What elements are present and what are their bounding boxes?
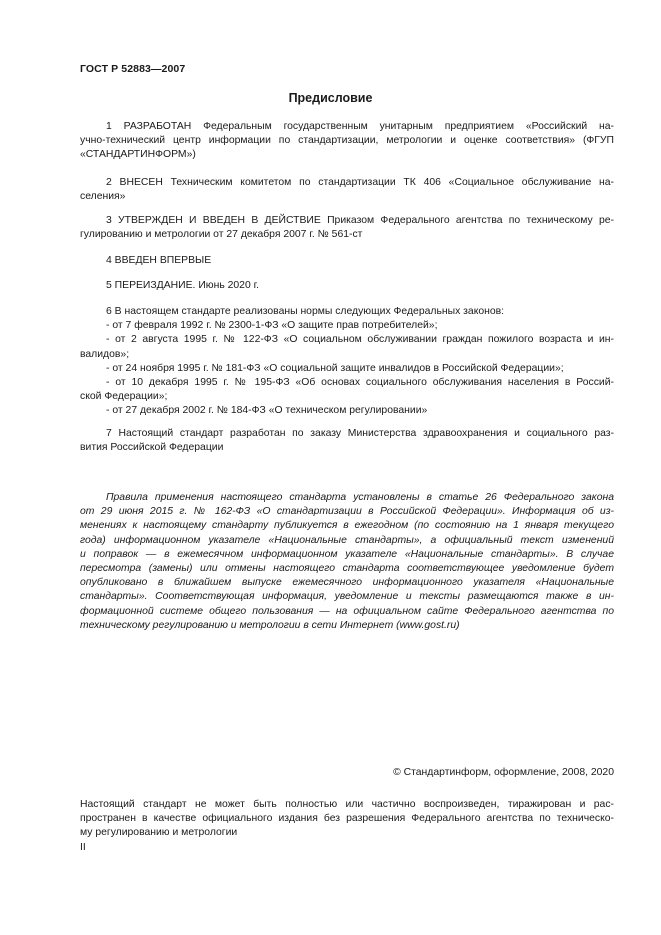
document-code: ГОСТ Р 52883—2007 xyxy=(80,63,186,75)
notice-line: техническому регулированию и метрологии в сети Интернет (www.gost.ru) xyxy=(80,619,460,631)
preface-item-6 xyxy=(80,305,614,419)
footer-line: му регулированию и метрологии xyxy=(80,827,238,839)
preface-item-4 xyxy=(80,254,614,268)
preface-item-line: гулированию и метрологии от 27 декабря 2007 г. № 561-ст xyxy=(80,229,363,241)
notice-line: года) информационном указателе «Национальные стандарты», а официальный текст изменений xyxy=(80,534,614,546)
law-list-item: - от 2 августа 1995 г. № 122-ФЗ «О социальном обслуживании граждан пожилого возраста и ин- xyxy=(106,334,614,346)
preface-item-line: 6 В настоящем стандарте реализованы нормы следующих Федеральных законов: xyxy=(106,306,505,317)
preface-item-5 xyxy=(80,279,614,293)
notice-line: формационной системе общего пользования — на официальном сайте Федерального агентства по xyxy=(80,605,614,617)
preface-item-2 xyxy=(80,176,614,204)
page-number: II xyxy=(80,842,86,853)
notice-line: пересмотра (замены) или отмены настоящего стандарта соответствующее уведомление будет xyxy=(80,563,614,575)
preface-item-line: 7 Настоящий стандарт разработан по заказу Министерства здравоохранения и социального раз- xyxy=(106,428,614,439)
notice-line: Правила применения настоящего стандарта установлены в статье 26 Федерального закона xyxy=(106,492,614,503)
footer-line: Настоящий стандарт не может быть полностью или частично воспроизведен, тиражирован и рас- xyxy=(80,799,614,810)
preface-item-line: «СТАНДАРТИНФОРМ») xyxy=(80,149,196,161)
preface-item-3 xyxy=(80,214,614,242)
preface-item-7 xyxy=(80,427,614,455)
law-list-item-continuation: валидов»; xyxy=(80,348,130,360)
preface-item-line: 3 УТВЕРЖДЕН И ВВЕДЕН В ДЕЙСТВИЕ Приказом Федерального агентства по техническому ре- xyxy=(106,215,614,226)
law-list-item: - от 24 ноября 1995 г. № 181-ФЗ «О социальной защите инвалидов в Российской Федерации»; xyxy=(106,362,564,374)
preface-item-line: 1 РАЗРАБОТАН Федеральным государственным унитарным предприятием «Российский на- xyxy=(106,121,614,132)
preface-item-line: вития Российской Федерации xyxy=(80,442,224,454)
preface-item-1 xyxy=(80,120,614,163)
preface-item-line: 5 ПЕРЕИЗДАНИЕ. Июнь 2020 г. xyxy=(106,280,260,291)
section-title: Предисловие xyxy=(288,91,373,105)
notice-line: и поправок — в ежемесячном информационном указателе «Национальные стандарты». В случае xyxy=(80,548,614,560)
reproduction-restriction xyxy=(80,798,614,841)
law-list-item-continuation: ской Федерации»; xyxy=(80,391,168,403)
law-list-item: - от 10 декабря 1995 г. № 195-ФЗ «Об основах социального обслуживания населения в Россий- xyxy=(106,377,614,389)
preface-item-line: селения» xyxy=(80,191,126,203)
law-list-item: - от 7 февраля 1992 г. № 2300-1-ФЗ «О защите прав потребителей»; xyxy=(106,320,438,332)
standard-application-notice xyxy=(80,491,614,633)
footer-line: пространен в качестве официального издания без разрешения Федерального агентства по техническо- xyxy=(80,813,614,825)
copyright-notice: © Стандартинформ, оформление, 2008, 2020 xyxy=(393,767,614,778)
notice-line: менениях к настоящему стандарту публикуется в ежегодном (по состоянию на 1 января текущего xyxy=(80,520,614,532)
notice-line: от 29 июня 2015 г. № 162-ФЗ «О стандартизации в Российской Федерации». Информация об из- xyxy=(80,506,614,518)
preface-item-line: 2 ВНЕСЕН Техническим комитетом по стандартизации ТК 406 «Социальное обслуживание на- xyxy=(106,177,614,188)
preface-item-line: учно-технический центр информации по стандартизации, метрологии и оценке соответствия» (ФГУП xyxy=(80,135,614,147)
preface-item-line: 4 ВВЕДЕН ВПЕРВЫЕ xyxy=(106,255,212,266)
law-list-item: - от 27 декабря 2002 г. № 184-ФЗ «О техническом регулировании» xyxy=(106,405,428,417)
notice-line: опубликовано в ближайшем выпуске ежемесячного информационного указателя «Национальные xyxy=(80,577,614,589)
notice-line: стандарты». Соответствующая информация, уведомление и тексты размещаются также в ин- xyxy=(80,591,614,603)
